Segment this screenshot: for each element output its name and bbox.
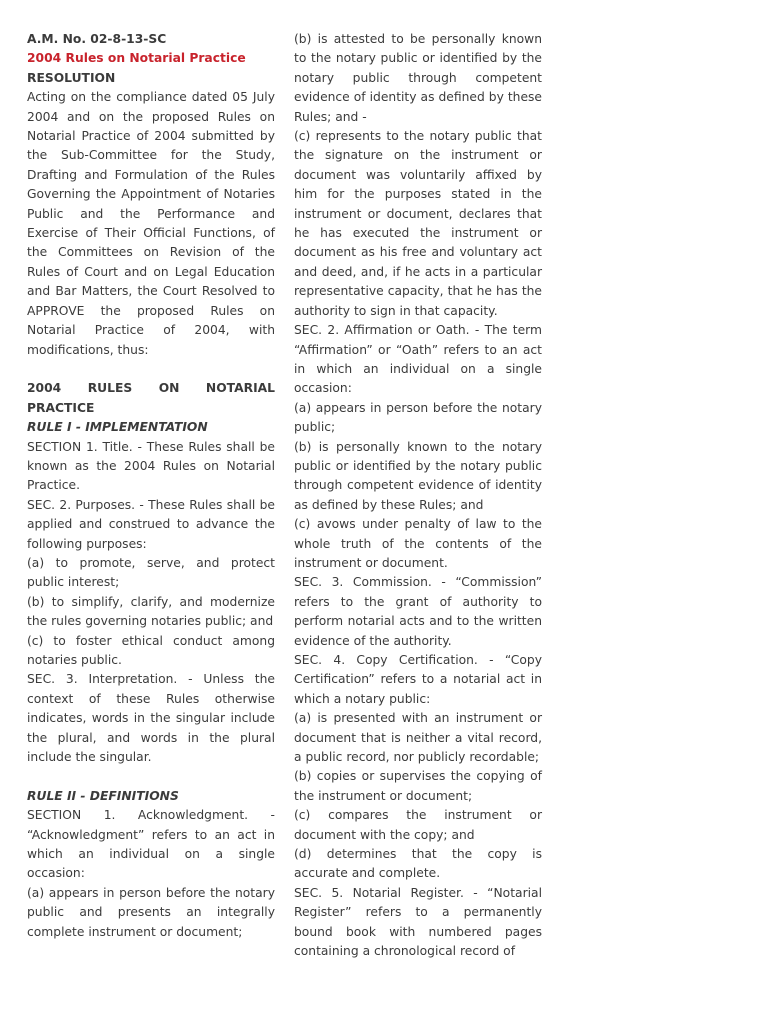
- copy-certification-d: (d) determines that the copy is accurate and complete.: [294, 847, 542, 881]
- section-2-purposes: SEC. 2. Purposes. - These Rules shall be applied and construed to advance the following purposes:: [27, 497, 275, 551]
- purpose-a: (a) to promote, serve, and protect public interest;: [27, 555, 275, 590]
- definition-copy-certification: SEC. 4. Copy Certification. - “Copy Certification” refers to a notarial act in which a notary public:: [294, 653, 542, 706]
- affirmation-b: (b) is personally known to the notary public or identified by the notary public through competent evidence of identity as defined by these Rules; and: [294, 439, 542, 512]
- acknowledgment-a: (a) appears in person before the notary public and presents an integrally complete instrument or document;: [27, 885, 275, 939]
- acknowledgment-c: (c) represents to the notary public that the signature on the instrument or document was voluntarily affixed by him for the purposes stated in the instrument or document, declares that he has executed the instrument or document as his free and voluntary act and deed, and, if he acts in a particular representative capacity, that he has the authority to sign in that capacity.: [294, 129, 542, 318]
- rules-heading: 2004 RULES ON NOTARIAL PRACTICE: [27, 381, 275, 415]
- intro-paragraph: Acting on the compliance dated 05 July 2004 and on the proposed Rules on Notarial Practice of 2004 submitted by the Sub-Committee for the Study, Drafting and Formulation of the Rules Governing the Appointment of Notaries Public and the Performance and Exercise of Their Official Functions, of the Committees on Revision of the Rules of Court and on Legal Education and Bar Matters, the Court Resolved to APPROVE the proposed Rules on Notarial Practice of 2004, with modifications, thus:: [27, 90, 275, 357]
- affirmation-c: (c) avows under penalty of law to the whole truth of the contents of the instrument or document.: [294, 517, 542, 570]
- spacer: [27, 360, 275, 379]
- section-1-title: SECTION 1. Title. - These Rules shall be known as the 2004 Rules on Notarial Practice.: [27, 439, 275, 493]
- definition-notarial-register: SEC. 5. Notarial Register. - “Notarial Register” refers to a permanently bound book with numbered pages containing a chronological record of: [294, 885, 542, 959]
- copy-certification-b: (b) copies or supervises the copying of the instrument or document;: [294, 769, 542, 803]
- copy-certification-a: (a) is presented with an instrument or document that is neither a vital record, a public record, nor publicly recordable;: [294, 711, 542, 765]
- left-column: [27, 30, 275, 942]
- case-number: A.M. No. 02-8-13-SC: [27, 32, 167, 46]
- right-column: [294, 30, 542, 962]
- spacer: [27, 767, 275, 786]
- purpose-c: (c) to foster ethical conduct among notaries public.: [27, 633, 275, 667]
- section-3-interpretation: SEC. 3. Interpretation. - Unless the context of these Rules otherwise indicates, words in the singular include the plural, and words in the plural include the singular.: [27, 672, 275, 765]
- document-title: 2004 Rules on Notarial Practice: [27, 51, 246, 66]
- definition-affirmation: SEC. 2. Affirmation or Oath. - The term “Affirmation” or “Oath” refers to an act in which an individual on a single occasion:: [294, 323, 542, 396]
- rule-2-heading: RULE II - DEFINITIONS: [27, 788, 179, 803]
- rule-1-heading: RULE I - IMPLEMENTATION: [27, 420, 208, 435]
- definition-commission: SEC. 3. Commission. - “Commission” refers to the grant of authority to perform notarial acts and to the written evidence of the authority.: [294, 575, 542, 648]
- acknowledgment-b: (b) is attested to be personally known to the notary public or identified by the notary public through competent evidence of identity as defined by these Rules; and -: [294, 32, 542, 124]
- purpose-b: (b) to simplify, clarify, and modernize the rules governing notaries public; and: [27, 594, 275, 629]
- affirmation-a: (a) appears in person before the notary public;: [294, 400, 542, 435]
- definition-acknowledgment: SECTION 1. Acknowledgment. - “Acknowledgment” refers to an act in which an individual on a single occasion:: [27, 808, 275, 881]
- copy-certification-c: (c) compares the instrument or document with the copy; and: [294, 808, 542, 842]
- resolution-heading: RESOLUTION: [27, 70, 116, 85]
